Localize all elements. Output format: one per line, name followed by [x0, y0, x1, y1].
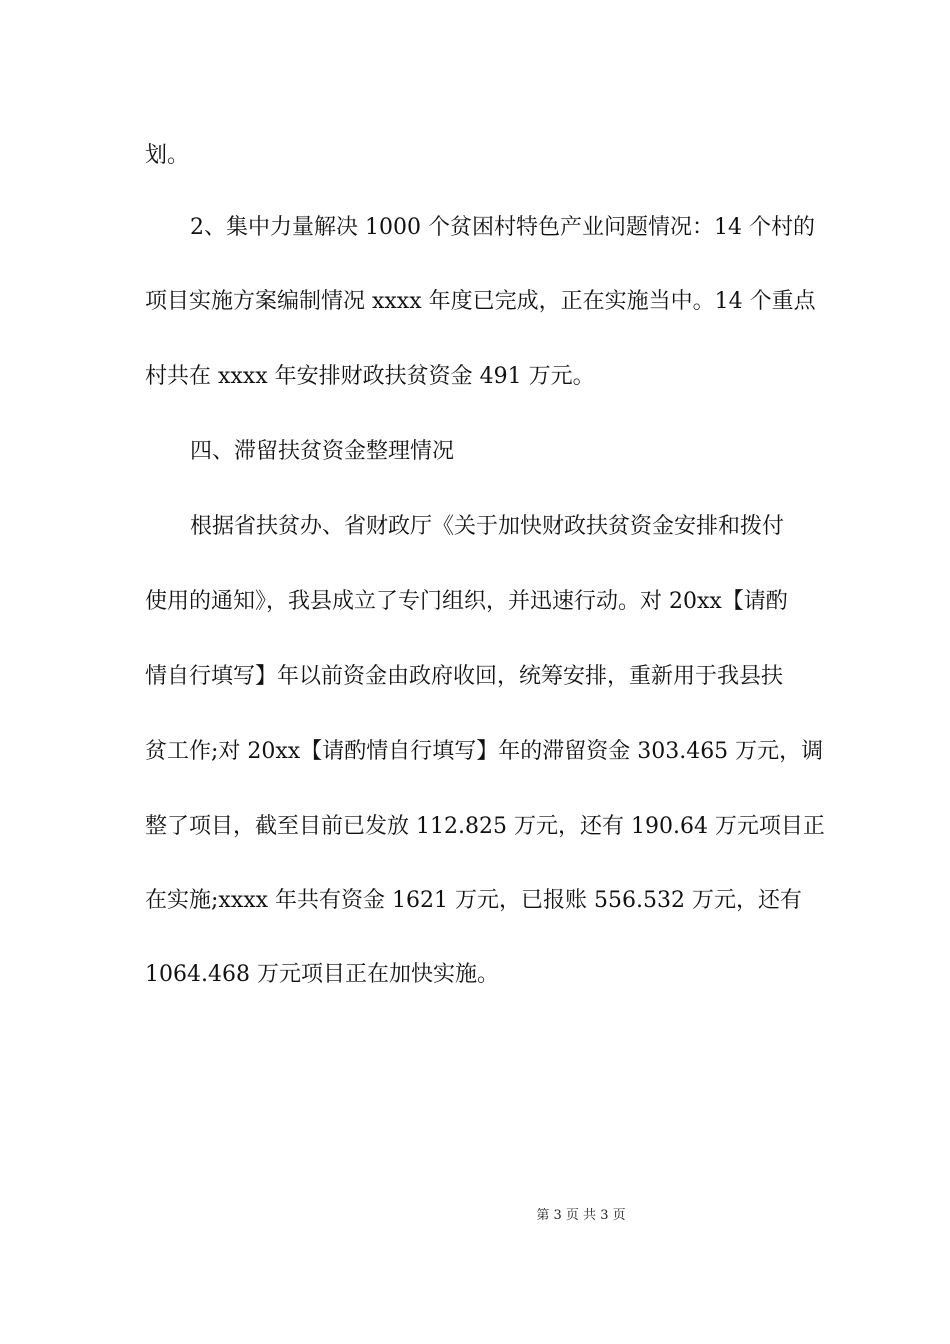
paragraph-line: 整了项目，截至目前已发放 112.825 万元，还有 190.64 万元项目正 — [145, 814, 825, 839]
paragraph-line: 1064.468 万元项目正在加快实施。 — [145, 962, 499, 987]
paragraph-line: 划。 — [145, 143, 190, 168]
page-number: 第 3 页 共 3 页 — [536, 1208, 626, 1223]
paragraph-line: 根据省扶贫办、省财政厅《关于加快财政扶贫资金安排和拨付 — [190, 514, 785, 539]
paragraph-line: 情自行填写】年以前资金由政府收回，统筹安排，重新用于我县扶 — [145, 664, 784, 689]
page-footer — [0, 1207, 950, 1225]
paragraph-line: 村共在 xxxx 年安排财政扶贫资金 491 万元。 — [145, 364, 595, 389]
paragraph-line: 项目实施方案编制情况 xxxx 年度已完成，正在实施当中。14 个重点 — [145, 289, 816, 314]
paragraph-line: 使用的通知》，我县成立了专门组织，并迅速行动。对 20xx【请酌 — [145, 589, 788, 614]
paragraph-line: 2、集中力量解决 1000 个贫困村特色产业问题情况：14 个村的 — [190, 215, 815, 240]
section-heading: 四、滞留扶贫资金整理情况 — [190, 439, 455, 464]
paragraph-line: 在实施;xxxx 年共有资金 1621 万元，已报账 556.532 万元，还有 — [145, 888, 802, 913]
paragraph-line: 贫工作;对 20xx【请酌情自行填写】年的滞留资金 303.465 万元，调 — [145, 739, 824, 764]
